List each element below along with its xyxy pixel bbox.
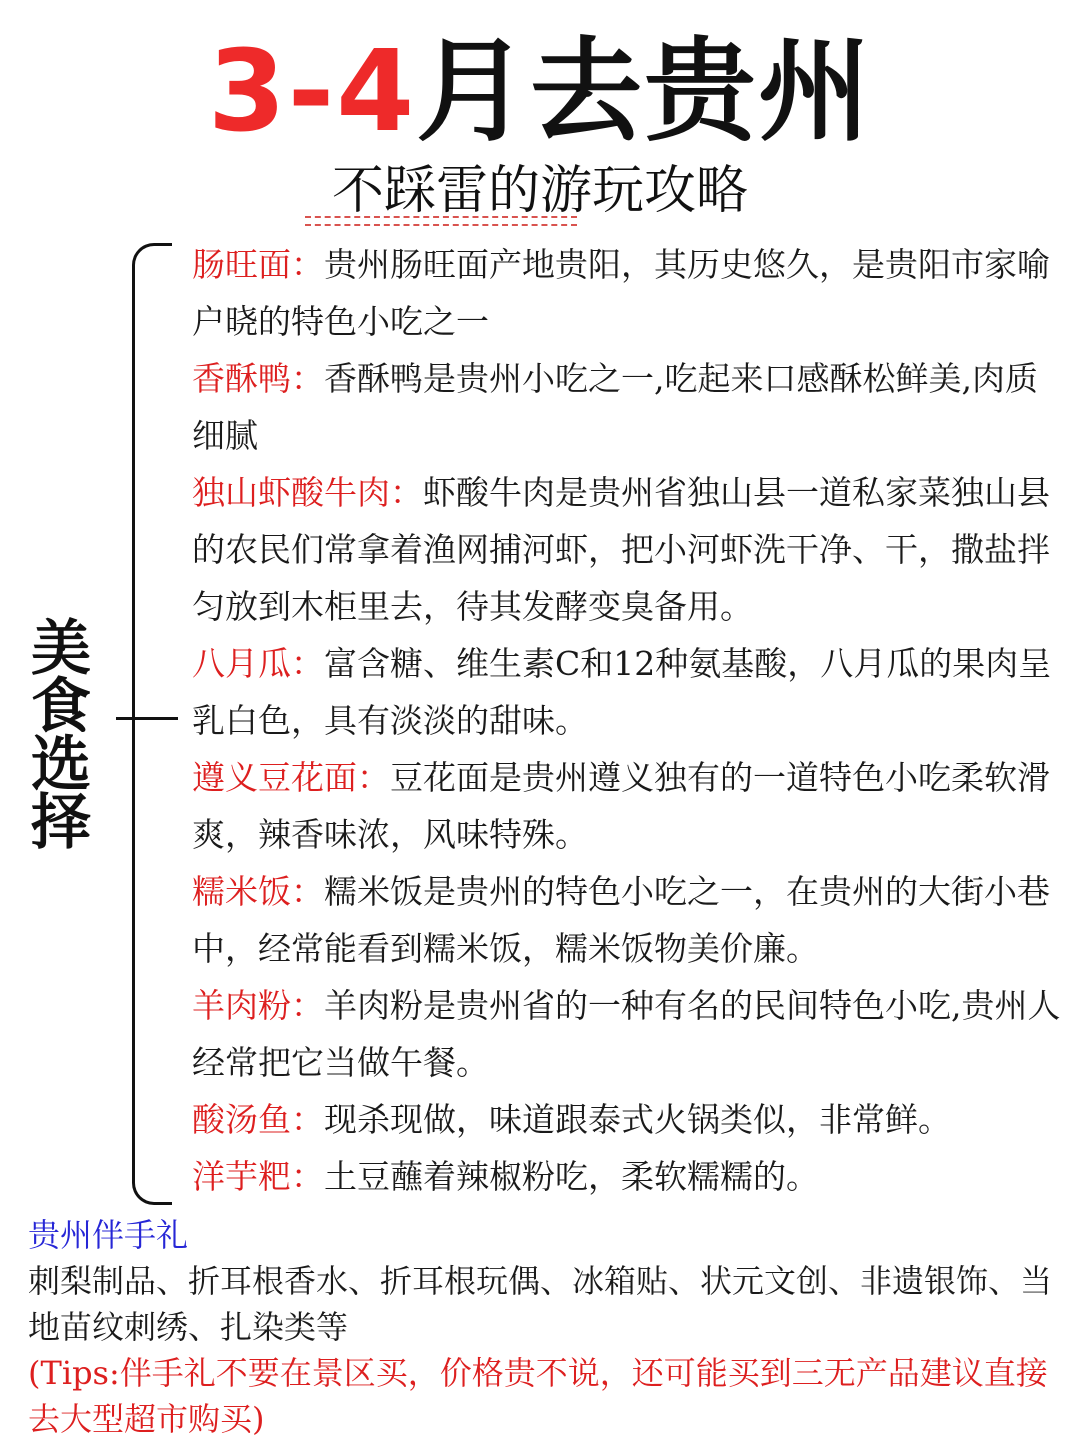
food-desc: 豆花面是贵州遵义独有的一道特色小吃柔软滑爽，辣香味浓，风味特殊。 bbox=[192, 758, 1050, 854]
food-section-label bbox=[28, 614, 94, 858]
food-desc: 土豆蘸着辣椒粉吃，柔软糯糯的。 bbox=[324, 1157, 819, 1196]
food-item bbox=[192, 464, 1062, 635]
food-name: 糯米饭： bbox=[192, 872, 324, 911]
gifts-tips: (Tips:伴手礼不要在景区买，价格贵不说，还可能买到三无产品建议直接去大型超市购买) bbox=[28, 1354, 1048, 1438]
food-desc: 虾酸牛肉是贵州省独山县一道私家菜独山县的农民们常拿着渔网捕河虾，把小河虾洗干净、干，撒盐拌匀放到木柜里去，待其发酵变臭备用。 bbox=[192, 473, 1050, 626]
food-bracket bbox=[132, 243, 172, 1205]
food-name: 羊肉粉： bbox=[192, 986, 324, 1025]
food-name: 独山虾酸牛肉： bbox=[192, 473, 423, 512]
food-bracket-stem bbox=[116, 717, 178, 720]
page-subtitle: 不踩雷的游玩攻略 bbox=[331, 161, 748, 221]
gifts-items: 刺梨制品、折耳根香水、折耳根玩偶、冰箱贴、状元文创、非遗银饰、当地苗纹刺绣、扎染类等 bbox=[28, 1262, 1053, 1346]
food-desc: 富含糖、维生素C和12种氨基酸，八月瓜的果肉呈乳白色，具有淡淡的甜味。 bbox=[192, 644, 1052, 740]
title-accent: 3-4 bbox=[207, 27, 417, 157]
food-label-char: 美 bbox=[31, 614, 91, 684]
food-desc: 羊肉粉是贵州省的一种有名的民间特色小吃,贵州人经常把它当做午餐。 bbox=[192, 986, 1061, 1082]
food-item bbox=[192, 749, 1062, 863]
gifts-section bbox=[28, 1212, 1068, 1442]
food-name: 洋芋粑： bbox=[192, 1157, 324, 1196]
food-item bbox=[192, 1148, 1062, 1205]
food-name: 香酥鸭： bbox=[192, 359, 324, 398]
food-list bbox=[192, 236, 1062, 1205]
food-item bbox=[192, 635, 1062, 749]
food-desc: 贵州肠旺面产地贵阳，其历史悠久，是贵阳市家喻户晓的特色小吃之一 bbox=[192, 245, 1050, 341]
food-label-char: 选 bbox=[31, 730, 91, 800]
title-rest: 月去贵州 bbox=[416, 27, 873, 157]
gifts-heading: 贵州伴手礼 bbox=[28, 1216, 189, 1254]
food-label-char: 食 bbox=[31, 672, 91, 742]
food-item bbox=[192, 1091, 1062, 1148]
food-label-char: 择 bbox=[31, 788, 91, 858]
food-name: 遵义豆花面： bbox=[192, 758, 390, 797]
food-desc: 香酥鸭是贵州小吃之一,吃起来口感酥松鲜美,肉质细腻 bbox=[192, 359, 1038, 455]
food-item bbox=[192, 236, 1062, 350]
subtitle-underline bbox=[305, 216, 577, 230]
food-item bbox=[192, 350, 1062, 464]
food-desc: 现杀现做，味道跟泰式火锅类似，非常鲜。 bbox=[324, 1100, 951, 1139]
page-title bbox=[0, 22, 1080, 162]
food-name: 酸汤鱼： bbox=[192, 1100, 324, 1139]
food-desc: 糯米饭是贵州的特色小吃之一，在贵州的大街小巷中，经常能看到糯米饭，糯米饭物美价廉。 bbox=[192, 872, 1050, 968]
food-name: 肠旺面： bbox=[192, 245, 324, 284]
food-item bbox=[192, 863, 1062, 977]
food-item bbox=[192, 977, 1062, 1091]
food-name: 八月瓜： bbox=[192, 644, 324, 683]
